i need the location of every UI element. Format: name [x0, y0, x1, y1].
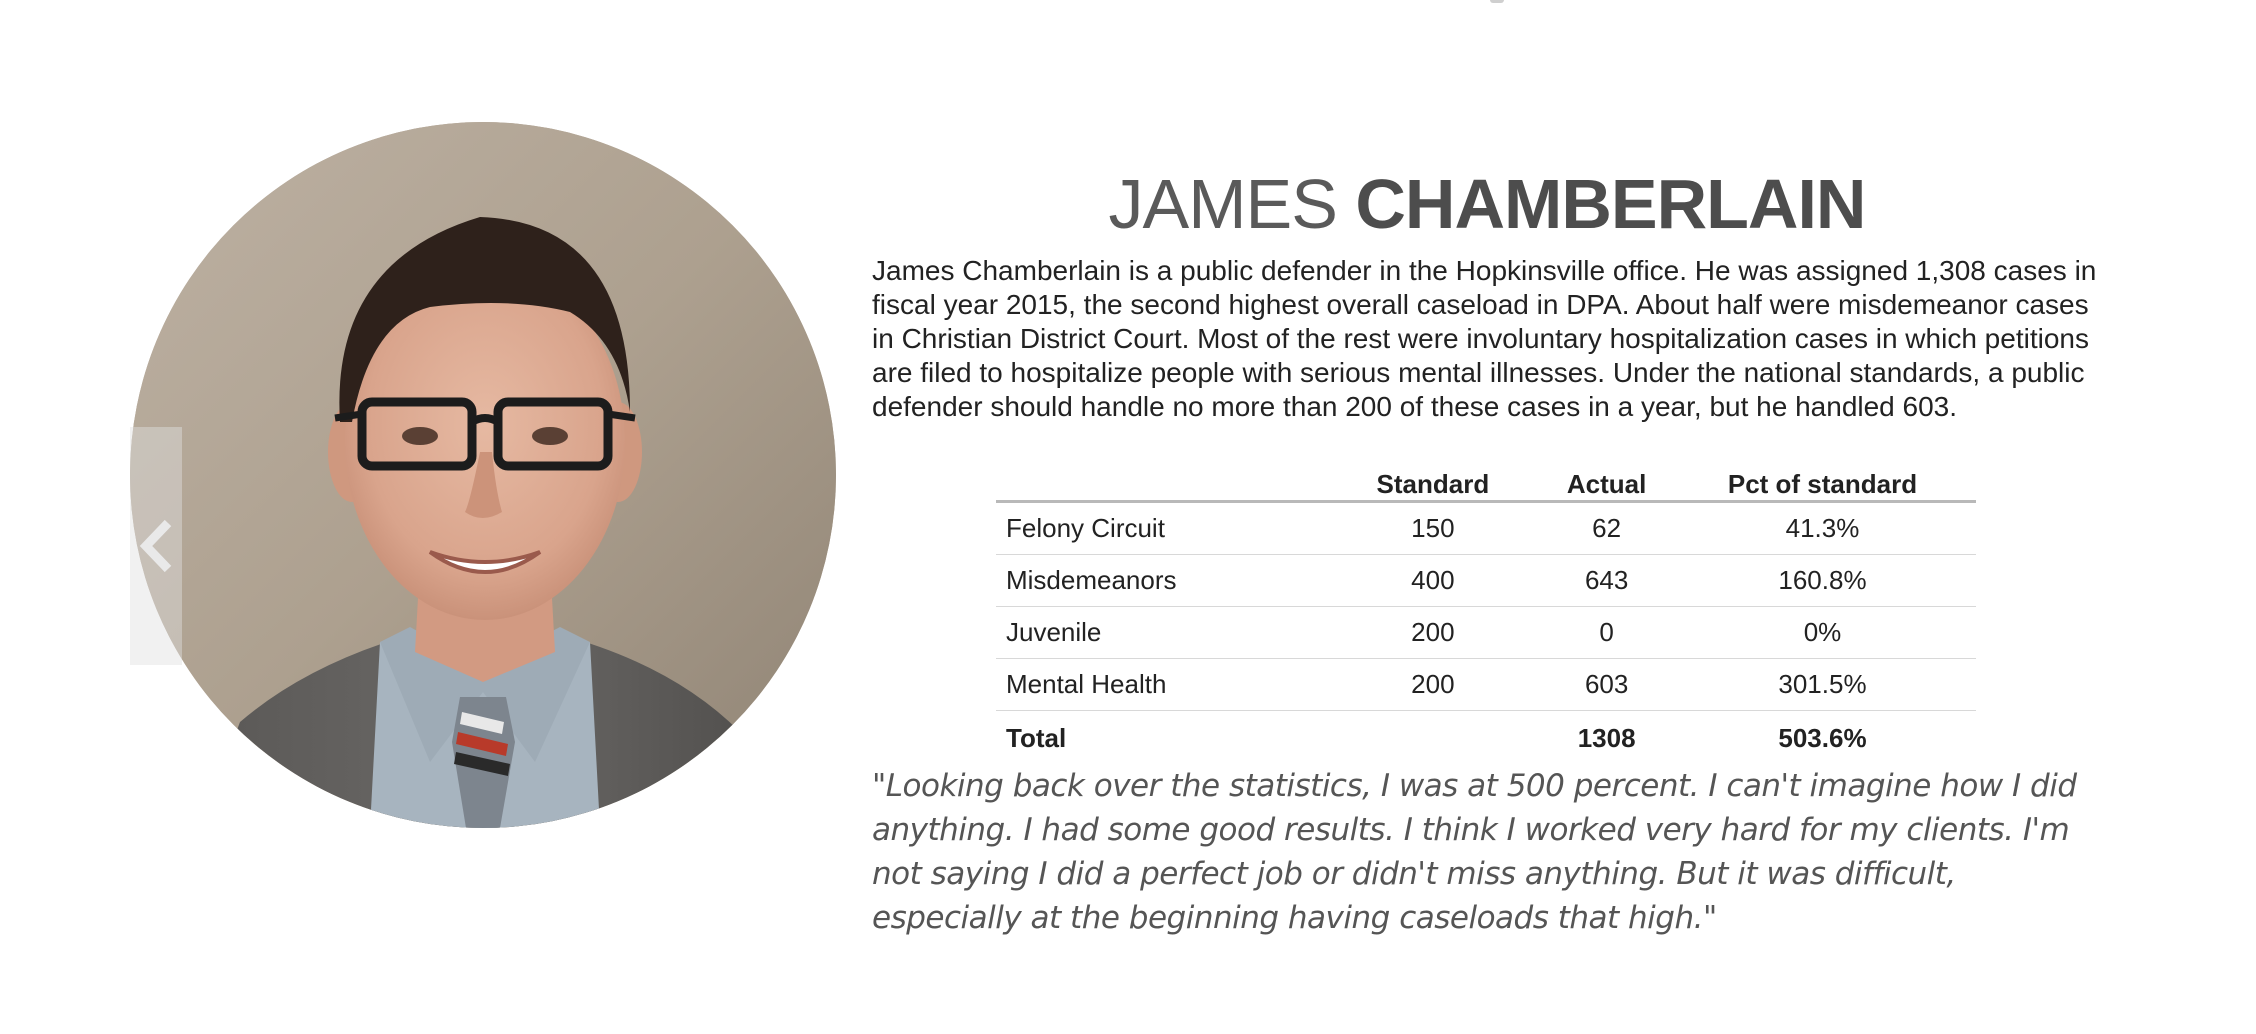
total-actual: 1308 — [1577, 722, 1636, 753]
profile-photo — [130, 122, 836, 828]
row-pct: 301.5% — [1669, 659, 1976, 711]
profile-name — [872, 162, 2102, 246]
row-category: Misdemeanors — [996, 555, 1321, 607]
profile-bio: James Chamberlain is a public defender in the Hopkinsville office. He was assigned 1,308 cases in fiscal year 2015, the second highest overall caseload in DPA. About half were misdemeanor cases in Christian District Court. Most of the rest were involuntary hospitalization cases in which petitions are filed to hospitalize people with serious mental illnesses. Under the national standards, a public defender should handle no more than 200 of these cases in a year, but he handled 603. — [872, 255, 2097, 422]
chevron-left-icon — [138, 519, 174, 573]
total-pct: 503.6% — [1778, 722, 1867, 753]
row-standard: 400 — [1321, 555, 1544, 607]
table-row — [996, 555, 1976, 607]
last-name: CHAMBERLAIN — [1355, 165, 1866, 243]
carousel-prev-button[interactable] — [130, 427, 182, 665]
table-row — [996, 502, 1976, 555]
row-pct: 160.8% — [1669, 555, 1976, 607]
row-actual: 603 — [1544, 659, 1669, 711]
row-standard: 200 — [1321, 607, 1544, 659]
header-standard: Standard — [1321, 464, 1544, 502]
top-edge-mark — [1490, 0, 1504, 3]
table-row — [996, 607, 1976, 659]
row-pct: 41.3% — [1669, 502, 1976, 555]
row-category: Mental Health — [996, 659, 1321, 711]
row-category: Felony Circuit — [996, 502, 1321, 555]
row-actual: 643 — [1544, 555, 1669, 607]
row-standard: 150 — [1321, 502, 1544, 555]
row-standard: 200 — [1321, 659, 1544, 711]
first-name: JAMES — [1108, 165, 1337, 243]
row-pct: 0% — [1669, 607, 1976, 659]
total-standard — [1321, 711, 1544, 766]
profile-quote: "Looking back over the statistics, I was at 500 percent. I can't imagine how I did anything. I had some good results. I think I worked very hard for my clients. I'm not saying I did a perfect job or didn't miss anything. But it was difficult, especially at the beginning having caseloads that high." — [872, 768, 2077, 936]
person-portrait — [130, 122, 836, 828]
table-total-row — [996, 711, 1976, 766]
caseload-table — [996, 464, 1976, 765]
table-header-row — [996, 464, 1976, 502]
table-row — [996, 659, 1976, 711]
header-pct-of-standard: Pct of standard — [1669, 464, 1976, 502]
total-label: Total — [1006, 722, 1067, 753]
header-actual: Actual — [1544, 464, 1669, 502]
row-category: Juvenile — [996, 607, 1321, 659]
header-category — [996, 464, 1321, 502]
row-actual: 62 — [1544, 502, 1669, 555]
row-actual: 0 — [1544, 607, 1669, 659]
